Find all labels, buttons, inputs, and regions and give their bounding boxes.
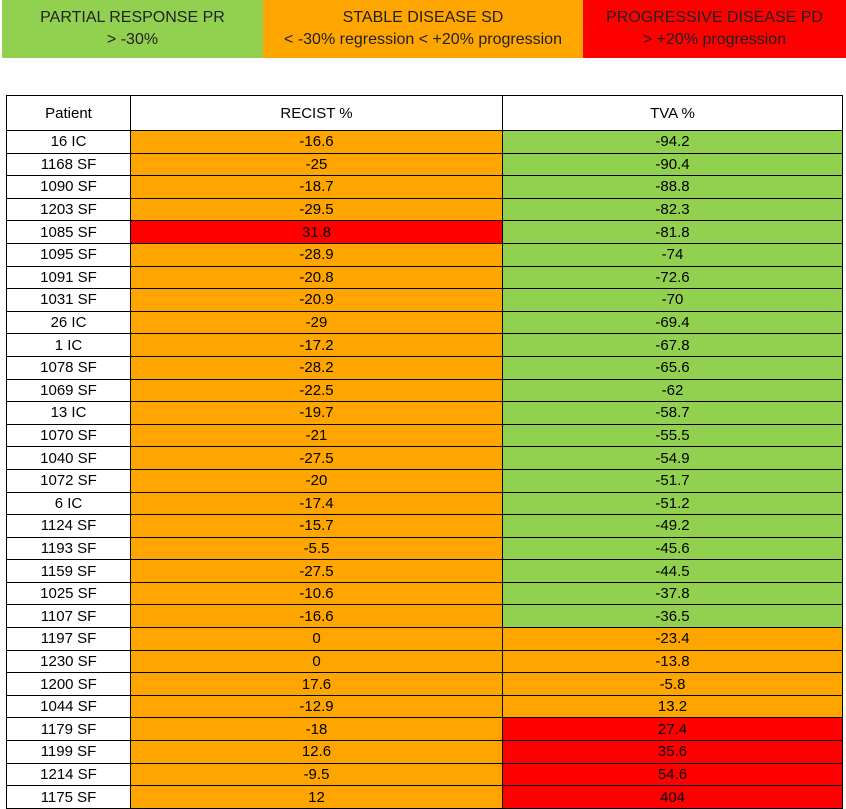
patient-cell: 1070 SF xyxy=(7,424,131,447)
tva-cell: -5.8 xyxy=(503,673,843,696)
tva-cell: 35.6 xyxy=(503,741,843,764)
tva-cell: -70 xyxy=(503,289,843,312)
patient-cell: 16 IC xyxy=(7,131,131,154)
recist-cell: -9.5 xyxy=(131,763,503,786)
table-row xyxy=(7,243,843,266)
table-header-row xyxy=(7,96,843,131)
tva-cell: -51.7 xyxy=(503,469,843,492)
recist-cell: -29.5 xyxy=(131,198,503,221)
recist-cell: -20.9 xyxy=(131,289,503,312)
recist-cell: -17.4 xyxy=(131,492,503,515)
patient-cell: 1168 SF xyxy=(7,153,131,176)
recist-cell: -28.2 xyxy=(131,356,503,379)
table-row xyxy=(7,741,843,764)
tva-cell: -51.2 xyxy=(503,492,843,515)
patient-cell: 1214 SF xyxy=(7,763,131,786)
recist-cell: -29 xyxy=(131,311,503,334)
recist-cell: -19.7 xyxy=(131,402,503,425)
recist-cell: 31.8 xyxy=(131,221,503,244)
patient-cell: 1107 SF xyxy=(7,605,131,628)
tva-cell: -69.4 xyxy=(503,311,843,334)
table-row xyxy=(7,650,843,673)
recist-cell: -20 xyxy=(131,469,503,492)
patient-cell: 13 IC xyxy=(7,402,131,425)
table-row xyxy=(7,673,843,696)
patient-cell: 1069 SF xyxy=(7,379,131,402)
tva-cell: -13.8 xyxy=(503,650,843,673)
patient-cell: 1199 SF xyxy=(7,741,131,764)
tva-cell: -74 xyxy=(503,243,843,266)
patient-cell: 1040 SF xyxy=(7,447,131,470)
table-body xyxy=(7,131,843,809)
recist-cell: 12 xyxy=(131,786,503,809)
recist-cell: -27.5 xyxy=(131,447,503,470)
table-row xyxy=(7,334,843,357)
tva-cell: -90.4 xyxy=(503,153,843,176)
tva-cell: -44.5 xyxy=(503,560,843,583)
tva-cell: -55.5 xyxy=(503,424,843,447)
recist-cell: -21 xyxy=(131,424,503,447)
legend-stable-disease xyxy=(263,0,583,58)
legend-pr-title: PARTIAL RESPONSE PR xyxy=(40,9,225,26)
tva-cell: -94.2 xyxy=(503,131,843,154)
table-row xyxy=(7,131,843,154)
tva-cell: -45.6 xyxy=(503,537,843,560)
recist-cell: -12.9 xyxy=(131,695,503,718)
patient-cell: 1203 SF xyxy=(7,198,131,221)
tva-cell: -82.3 xyxy=(503,198,843,221)
table-row xyxy=(7,424,843,447)
patient-cell: 6 IC xyxy=(7,492,131,515)
table-row xyxy=(7,628,843,651)
recist-cell: -28.9 xyxy=(131,243,503,266)
patient-cell: 1072 SF xyxy=(7,469,131,492)
tva-cell: 404 xyxy=(503,786,843,809)
table-row xyxy=(7,221,843,244)
patient-cell: 1095 SF xyxy=(7,243,131,266)
table-row xyxy=(7,515,843,538)
patient-cell: 1044 SF xyxy=(7,695,131,718)
table-row xyxy=(7,447,843,470)
patient-cell: 1179 SF xyxy=(7,718,131,741)
table-row xyxy=(7,695,843,718)
recist-cell: -16.6 xyxy=(131,131,503,154)
legend-pd-title: PROGRESSIVE DISEASE PD xyxy=(606,9,823,26)
table-row xyxy=(7,582,843,605)
patient-cell: 1090 SF xyxy=(7,176,131,199)
recist-cell: -18 xyxy=(131,718,503,741)
tva-cell: -67.8 xyxy=(503,334,843,357)
recist-cell: -5.5 xyxy=(131,537,503,560)
response-legend xyxy=(2,0,846,58)
patient-cell: 26 IC xyxy=(7,311,131,334)
tva-cell: -88.8 xyxy=(503,176,843,199)
patient-cell: 1175 SF xyxy=(7,786,131,809)
patient-cell: 1078 SF xyxy=(7,356,131,379)
tva-cell: -58.7 xyxy=(503,402,843,425)
header-recist: RECIST % xyxy=(131,96,503,131)
table-row xyxy=(7,379,843,402)
patient-cell: 1159 SF xyxy=(7,560,131,583)
recist-cell: 0 xyxy=(131,628,503,651)
recist-cell: -20.8 xyxy=(131,266,503,289)
table-row xyxy=(7,311,843,334)
tva-cell: -23.4 xyxy=(503,628,843,651)
patient-cell: 1230 SF xyxy=(7,650,131,673)
table-row xyxy=(7,176,843,199)
table-row xyxy=(7,492,843,515)
patient-cell: 1025 SF xyxy=(7,582,131,605)
table-row xyxy=(7,537,843,560)
recist-cell: 12.6 xyxy=(131,741,503,764)
tva-cell: -54.9 xyxy=(503,447,843,470)
table-row xyxy=(7,289,843,312)
tva-cell: -49.2 xyxy=(503,515,843,538)
tva-cell: -37.8 xyxy=(503,582,843,605)
table-row xyxy=(7,402,843,425)
table-row xyxy=(7,763,843,786)
patient-cell: 1193 SF xyxy=(7,537,131,560)
recist-cell: -17.2 xyxy=(131,334,503,357)
table-row xyxy=(7,560,843,583)
recist-cell: 0 xyxy=(131,650,503,673)
legend-sd-subtitle: < -30% regression < +20% progression xyxy=(284,31,562,48)
recist-cell: -18.7 xyxy=(131,176,503,199)
patient-cell: 1200 SF xyxy=(7,673,131,696)
table-row xyxy=(7,605,843,628)
legend-progressive-disease xyxy=(583,0,846,58)
table-row xyxy=(7,718,843,741)
patient-cell: 1197 SF xyxy=(7,628,131,651)
legend-sd-title: STABLE DISEASE SD xyxy=(342,9,504,26)
recist-cell: -16.6 xyxy=(131,605,503,628)
tva-cell: 13.2 xyxy=(503,695,843,718)
table-row xyxy=(7,266,843,289)
tva-cell: -36.5 xyxy=(503,605,843,628)
patient-cell: 1 IC xyxy=(7,334,131,357)
recist-cell: -22.5 xyxy=(131,379,503,402)
tva-cell: -65.6 xyxy=(503,356,843,379)
legend-pr-subtitle: > -30% xyxy=(106,31,159,48)
tva-cell: 27.4 xyxy=(503,718,843,741)
tva-cell: -62 xyxy=(503,379,843,402)
header-tva: TVA % xyxy=(503,96,843,131)
table-row xyxy=(7,356,843,379)
tva-cell: 54.6 xyxy=(503,763,843,786)
recist-cell: -25 xyxy=(131,153,503,176)
patient-cell: 1091 SF xyxy=(7,266,131,289)
recist-cell: 17.6 xyxy=(131,673,503,696)
recist-cell: -15.7 xyxy=(131,515,503,538)
table-row xyxy=(7,786,843,809)
tva-cell: -81.8 xyxy=(503,221,843,244)
legend-partial-response xyxy=(2,0,263,58)
legend-pd-subtitle: > +20% progression xyxy=(642,31,787,48)
tva-cell: -72.6 xyxy=(503,266,843,289)
table-row xyxy=(7,198,843,221)
recist-cell: -27.5 xyxy=(131,560,503,583)
patient-cell: 1085 SF xyxy=(7,221,131,244)
recist-cell: -10.6 xyxy=(131,582,503,605)
patient-cell: 1124 SF xyxy=(7,515,131,538)
header-patient: Patient xyxy=(7,96,131,131)
table-row xyxy=(7,153,843,176)
patient-cell: 1031 SF xyxy=(7,289,131,312)
response-table xyxy=(6,95,843,809)
table-row xyxy=(7,469,843,492)
